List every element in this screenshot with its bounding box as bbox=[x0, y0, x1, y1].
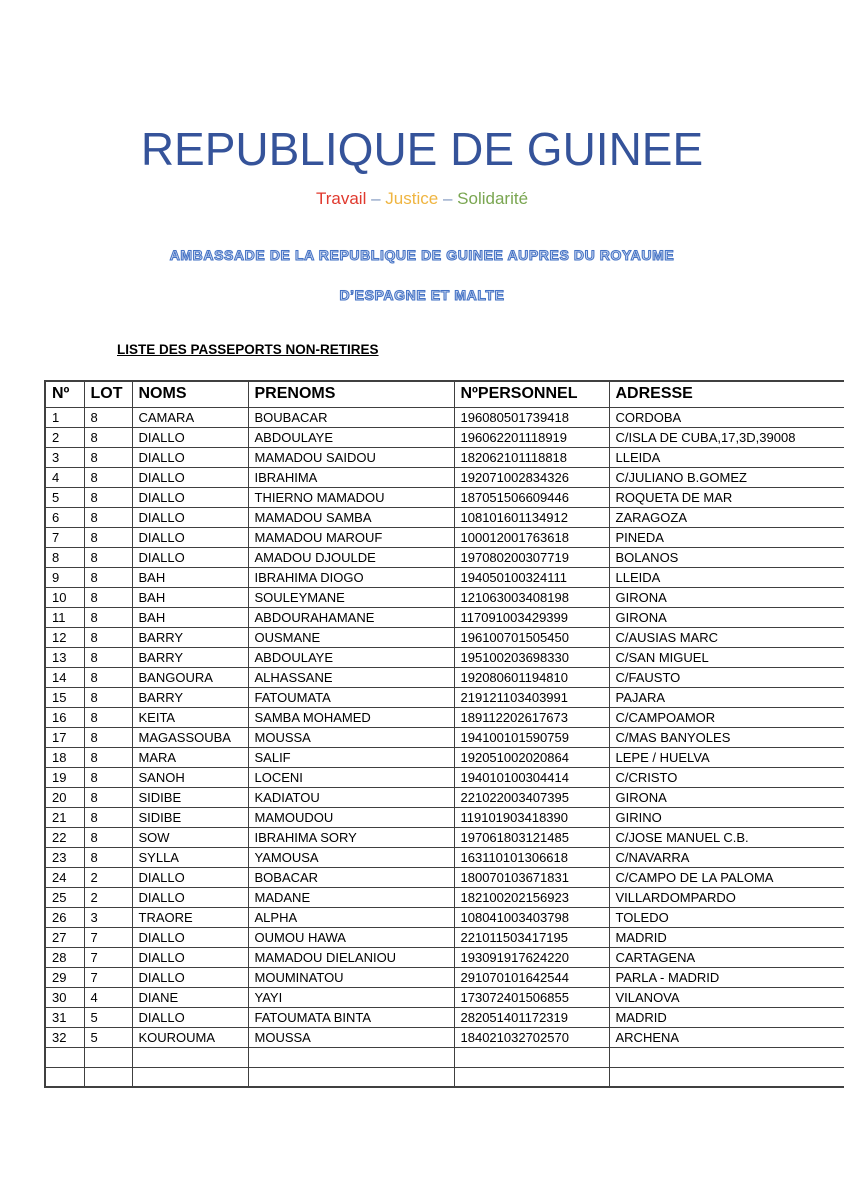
table-row bbox=[45, 647, 844, 667]
table-cell: 3 bbox=[45, 447, 84, 467]
table-cell: YAMOUSA bbox=[248, 847, 454, 867]
table-cell: 8 bbox=[84, 727, 132, 747]
table-cell: DIALLO bbox=[132, 507, 248, 527]
table-cell: 8 bbox=[84, 767, 132, 787]
table-cell: GIRONA bbox=[609, 787, 844, 807]
table-row bbox=[45, 467, 844, 487]
table-cell: 173072401506855 bbox=[454, 987, 609, 1007]
passport-table bbox=[44, 380, 844, 1088]
list-heading: LISTE DES PASSEPORTS NON-RETIRES bbox=[117, 342, 379, 357]
table-cell: 8 bbox=[84, 587, 132, 607]
table-cell: 12 bbox=[45, 627, 84, 647]
table-cell: LOCENI bbox=[248, 767, 454, 787]
table-cell bbox=[132, 1047, 248, 1067]
table-cell: BARRY bbox=[132, 687, 248, 707]
table-cell bbox=[609, 1067, 844, 1087]
table-cell: 8 bbox=[84, 667, 132, 687]
motto-justice: Justice bbox=[385, 189, 439, 208]
header-cell-personnel: NºPERSONNEL bbox=[454, 381, 609, 407]
table-row bbox=[45, 847, 844, 867]
table-cell: MADRID bbox=[609, 1007, 844, 1027]
table-cell bbox=[454, 1067, 609, 1087]
table-cell: KOUROUMA bbox=[132, 1027, 248, 1047]
table-cell: 121063003408198 bbox=[454, 587, 609, 607]
table-cell: BAH bbox=[132, 607, 248, 627]
table-cell: 5 bbox=[84, 1007, 132, 1027]
embassy-heading bbox=[0, 247, 844, 303]
table-cell: 194050100324111 bbox=[454, 567, 609, 587]
table-cell: 196062201118919 bbox=[454, 427, 609, 447]
table-cell: 182100202156923 bbox=[454, 887, 609, 907]
table-cell: CARTAGENA bbox=[609, 947, 844, 967]
table-cell: ABDOULAYE bbox=[248, 647, 454, 667]
table-cell: 8 bbox=[84, 507, 132, 527]
table-cell: DIALLO bbox=[132, 1007, 248, 1027]
table-cell: 219121103403991 bbox=[454, 687, 609, 707]
table-row bbox=[45, 1067, 844, 1087]
table-cell: MAMADOU SAMBA bbox=[248, 507, 454, 527]
table-cell: DIALLO bbox=[132, 547, 248, 567]
table-cell: 3 bbox=[84, 907, 132, 927]
table-cell: 8 bbox=[84, 447, 132, 467]
motto-dash-2: – bbox=[442, 189, 453, 208]
table-cell: 117091003429399 bbox=[454, 607, 609, 627]
table-cell: 192080601194810 bbox=[454, 667, 609, 687]
motto-dash-1: – bbox=[371, 189, 381, 208]
table-cell: 2 bbox=[84, 887, 132, 907]
table-row bbox=[45, 867, 844, 887]
table-cell: C/NAVARRA bbox=[609, 847, 844, 867]
table-cell: MOUMINATOU bbox=[248, 967, 454, 987]
table-cell: SYLLA bbox=[132, 847, 248, 867]
table-cell: LLEIDA bbox=[609, 567, 844, 587]
table-cell: 1 bbox=[45, 407, 84, 427]
table-row bbox=[45, 947, 844, 967]
table-cell: 194100101590759 bbox=[454, 727, 609, 747]
table-cell: C/MAS BANYOLES bbox=[609, 727, 844, 747]
header-cell-lot: LOT bbox=[84, 381, 132, 407]
table-cell: 119101903418390 bbox=[454, 807, 609, 827]
table-cell: SOULEYMANE bbox=[248, 587, 454, 607]
table-cell: 5 bbox=[84, 1027, 132, 1047]
table-cell: 8 bbox=[84, 467, 132, 487]
table-cell: IBRAHIMA DIOGO bbox=[248, 567, 454, 587]
table-cell: BOUBACAR bbox=[248, 407, 454, 427]
table-cell: FATOUMATA bbox=[248, 687, 454, 707]
table-cell: 31 bbox=[45, 1007, 84, 1027]
table-cell: PINEDA bbox=[609, 527, 844, 547]
table-cell bbox=[84, 1067, 132, 1087]
table-cell: 180070103671831 bbox=[454, 867, 609, 887]
table-row bbox=[45, 507, 844, 527]
table-cell bbox=[609, 1047, 844, 1067]
table-cell: LLEIDA bbox=[609, 447, 844, 467]
table-cell: 194010100304414 bbox=[454, 767, 609, 787]
table-cell: GIRONA bbox=[609, 587, 844, 607]
table-cell: OUMOU HAWA bbox=[248, 927, 454, 947]
table-cell: MAMADOU DIELANIOU bbox=[248, 947, 454, 967]
table-cell: DIANE bbox=[132, 987, 248, 1007]
table-cell: 25 bbox=[45, 887, 84, 907]
table-cell: MADANE bbox=[248, 887, 454, 907]
table-cell bbox=[248, 1067, 454, 1087]
table-cell: 7 bbox=[84, 967, 132, 987]
table-cell: BAH bbox=[132, 587, 248, 607]
table-cell: 2 bbox=[45, 427, 84, 447]
table-cell: 163110101306618 bbox=[454, 847, 609, 867]
table-row bbox=[45, 1007, 844, 1027]
table-cell: BOLANOS bbox=[609, 547, 844, 567]
table-cell: 8 bbox=[84, 807, 132, 827]
table-cell: 21 bbox=[45, 807, 84, 827]
table-row bbox=[45, 567, 844, 587]
table-cell: C/JULIANO B.GOMEZ bbox=[609, 467, 844, 487]
table-cell: PARLA - MADRID bbox=[609, 967, 844, 987]
table-cell: DIALLO bbox=[132, 927, 248, 947]
table-cell: FATOUMATA BINTA bbox=[248, 1007, 454, 1027]
table-cell: 20 bbox=[45, 787, 84, 807]
table-cell: 192071002834326 bbox=[454, 467, 609, 487]
table-body bbox=[45, 407, 844, 1087]
table-cell: MAMOUDOU bbox=[248, 807, 454, 827]
table-cell: 8 bbox=[45, 547, 84, 567]
table-cell: 221011503417195 bbox=[454, 927, 609, 947]
table-cell: 4 bbox=[45, 467, 84, 487]
table-cell: C/FAUSTO bbox=[609, 667, 844, 687]
table-row bbox=[45, 887, 844, 907]
table-cell: LEPE / HUELVA bbox=[609, 747, 844, 767]
table-cell bbox=[132, 1067, 248, 1087]
table-cell: 10 bbox=[45, 587, 84, 607]
table-cell: SALIF bbox=[248, 747, 454, 767]
table-cell: C/AUSIAS MARC bbox=[609, 627, 844, 647]
table-cell: DIALLO bbox=[132, 947, 248, 967]
table-cell: 29 bbox=[45, 967, 84, 987]
table-cell: 8 bbox=[84, 647, 132, 667]
table-row bbox=[45, 987, 844, 1007]
table-cell: 282051401172319 bbox=[454, 1007, 609, 1027]
table-cell bbox=[45, 1067, 84, 1087]
table-cell: 100012001763618 bbox=[454, 527, 609, 547]
table-cell: ZARAGOZA bbox=[609, 507, 844, 527]
table-cell: 291070101642544 bbox=[454, 967, 609, 987]
table-cell: KADIATOU bbox=[248, 787, 454, 807]
header-cell-prenoms: PRENOMS bbox=[248, 381, 454, 407]
table-cell: 8 bbox=[84, 847, 132, 867]
table-cell: SAMBA MOHAMED bbox=[248, 707, 454, 727]
table-cell: 197061803121485 bbox=[454, 827, 609, 847]
table-cell: 192051002020864 bbox=[454, 747, 609, 767]
table-cell: 15 bbox=[45, 687, 84, 707]
table-cell: SOW bbox=[132, 827, 248, 847]
table-cell: SIDIBE bbox=[132, 787, 248, 807]
table-cell: 8 bbox=[84, 747, 132, 767]
table-cell: 7 bbox=[84, 947, 132, 967]
table-cell: SIDIBE bbox=[132, 807, 248, 827]
table-cell: MAMADOU SAIDOU bbox=[248, 447, 454, 467]
table-cell: MAGASSOUBA bbox=[132, 727, 248, 747]
table-cell: DIALLO bbox=[132, 867, 248, 887]
table-cell: 8 bbox=[84, 787, 132, 807]
table-row bbox=[45, 827, 844, 847]
table-row bbox=[45, 727, 844, 747]
table-row bbox=[45, 787, 844, 807]
table-cell: 8 bbox=[84, 687, 132, 707]
table-cell: PAJARA bbox=[609, 687, 844, 707]
table-header bbox=[45, 381, 844, 407]
table-cell: 24 bbox=[45, 867, 84, 887]
table-cell: IBRAHIMA bbox=[248, 467, 454, 487]
table-cell: 182062101118818 bbox=[454, 447, 609, 467]
table-cell: 8 bbox=[84, 827, 132, 847]
table-cell: DIALLO bbox=[132, 427, 248, 447]
table-cell: MADRID bbox=[609, 927, 844, 947]
table-cell: MARA bbox=[132, 747, 248, 767]
table-row bbox=[45, 527, 844, 547]
table-cell: 197080200307719 bbox=[454, 547, 609, 567]
table-cell: DIALLO bbox=[132, 447, 248, 467]
table-row bbox=[45, 587, 844, 607]
table-cell: 5 bbox=[45, 487, 84, 507]
table-cell: 23 bbox=[45, 847, 84, 867]
embassy-heading-line-1: AMBASSADE DE LA REPUBLIQUE DE GUINEE AUPRES DU ROYAUME bbox=[169, 247, 675, 263]
table-header-row bbox=[45, 381, 844, 407]
table-cell: 108041003403798 bbox=[454, 907, 609, 927]
table-cell: 2 bbox=[84, 867, 132, 887]
table-cell: MOUSSA bbox=[248, 727, 454, 747]
table-row bbox=[45, 487, 844, 507]
table-cell bbox=[45, 1047, 84, 1067]
table-cell: KEITA bbox=[132, 707, 248, 727]
table-cell: 8 bbox=[84, 527, 132, 547]
table-cell: 9 bbox=[45, 567, 84, 587]
table-row bbox=[45, 807, 844, 827]
table-row bbox=[45, 907, 844, 927]
table-cell bbox=[84, 1047, 132, 1067]
table-cell: MAMADOU MAROUF bbox=[248, 527, 454, 547]
table-cell: 195100203698330 bbox=[454, 647, 609, 667]
table-cell: 193091917624220 bbox=[454, 947, 609, 967]
table-cell: 11 bbox=[45, 607, 84, 627]
header-cell-noms: NOMS bbox=[132, 381, 248, 407]
table-cell: ABDOURAHAMANE bbox=[248, 607, 454, 627]
table-cell: 7 bbox=[84, 927, 132, 947]
table-cell: ROQUETA DE MAR bbox=[609, 487, 844, 507]
table-row bbox=[45, 447, 844, 467]
table-cell: GIRINO bbox=[609, 807, 844, 827]
table-row bbox=[45, 767, 844, 787]
table-cell: C/JOSE MANUEL C.B. bbox=[609, 827, 844, 847]
table-cell: OUSMANE bbox=[248, 627, 454, 647]
table-cell: GIRONA bbox=[609, 607, 844, 627]
header-cell-no: Nº bbox=[45, 381, 84, 407]
table-row bbox=[45, 667, 844, 687]
table-cell: 22 bbox=[45, 827, 84, 847]
table-cell: 8 bbox=[84, 567, 132, 587]
table-cell: 8 bbox=[84, 607, 132, 627]
table-cell: 19 bbox=[45, 767, 84, 787]
table-cell: BAH bbox=[132, 567, 248, 587]
table-cell: DIALLO bbox=[132, 887, 248, 907]
table-cell: 28 bbox=[45, 947, 84, 967]
table-cell: CORDOBA bbox=[609, 407, 844, 427]
table-cell: BARRY bbox=[132, 647, 248, 667]
table-cell: 8 bbox=[84, 627, 132, 647]
table-row bbox=[45, 427, 844, 447]
table-cell: DIALLO bbox=[132, 487, 248, 507]
table-cell: 196100701505450 bbox=[454, 627, 609, 647]
table-cell: VILLARDOMPARDO bbox=[609, 887, 844, 907]
document-title: REPUBLIQUE DE GUINEE bbox=[140, 123, 704, 175]
table-cell: TRAORE bbox=[132, 907, 248, 927]
table-cell: AMADOU DJOULDE bbox=[248, 547, 454, 567]
embassy-heading-line-2: D’ESPAGNE ET MALTE bbox=[339, 287, 505, 303]
table-cell: 16 bbox=[45, 707, 84, 727]
table-cell: 8 bbox=[84, 707, 132, 727]
motto-solidarite: Solidarité bbox=[457, 189, 529, 208]
table-cell: ALHASSANE bbox=[248, 667, 454, 687]
table-row bbox=[45, 927, 844, 947]
table-cell: C/CAMPOAMOR bbox=[609, 707, 844, 727]
table-row bbox=[45, 967, 844, 987]
table-cell: C/ISLA DE CUBA,17,3D,39008 bbox=[609, 427, 844, 447]
table-cell: 7 bbox=[45, 527, 84, 547]
table-row bbox=[45, 547, 844, 567]
table-cell: C/SAN MIGUEL bbox=[609, 647, 844, 667]
table-cell: 8 bbox=[84, 547, 132, 567]
table-cell bbox=[454, 1047, 609, 1067]
table-row bbox=[45, 607, 844, 627]
table-row bbox=[45, 1027, 844, 1047]
table-row bbox=[45, 707, 844, 727]
table-cell: C/CAMPO DE LA PALOMA bbox=[609, 867, 844, 887]
table-cell: 18 bbox=[45, 747, 84, 767]
table-cell: ALPHA bbox=[248, 907, 454, 927]
table-row bbox=[45, 627, 844, 647]
motto-travail: Travail bbox=[315, 189, 367, 208]
table-cell: 187051506609446 bbox=[454, 487, 609, 507]
table-cell: BANGOURA bbox=[132, 667, 248, 687]
table-cell: 17 bbox=[45, 727, 84, 747]
table-cell: VILANOVA bbox=[609, 987, 844, 1007]
table-cell: TOLEDO bbox=[609, 907, 844, 927]
table-cell bbox=[248, 1047, 454, 1067]
table-cell: 221022003407395 bbox=[454, 787, 609, 807]
table-cell: 184021032702570 bbox=[454, 1027, 609, 1047]
table-cell: DIALLO bbox=[132, 967, 248, 987]
table-row bbox=[45, 687, 844, 707]
table-cell: DIALLO bbox=[132, 467, 248, 487]
table-cell: BARRY bbox=[132, 627, 248, 647]
table-cell: 108101601134912 bbox=[454, 507, 609, 527]
table-cell: 4 bbox=[84, 987, 132, 1007]
table-cell: 30 bbox=[45, 987, 84, 1007]
table-cell: 189112202617673 bbox=[454, 707, 609, 727]
table-row bbox=[45, 1047, 844, 1067]
table-cell: 32 bbox=[45, 1027, 84, 1047]
table-cell: ARCHENA bbox=[609, 1027, 844, 1047]
table-cell: 8 bbox=[84, 487, 132, 507]
table-cell: 8 bbox=[84, 407, 132, 427]
table-row bbox=[45, 747, 844, 767]
table-cell: MOUSSA bbox=[248, 1027, 454, 1047]
table-cell: DIALLO bbox=[132, 527, 248, 547]
table-cell: BOBACAR bbox=[248, 867, 454, 887]
table-cell: 8 bbox=[84, 427, 132, 447]
table-cell: 27 bbox=[45, 927, 84, 947]
table-cell: THIERNO MAMADOU bbox=[248, 487, 454, 507]
table-cell: YAYI bbox=[248, 987, 454, 1007]
table-cell: 14 bbox=[45, 667, 84, 687]
table-cell: C/CRISTO bbox=[609, 767, 844, 787]
table-cell: CAMARA bbox=[132, 407, 248, 427]
table-cell: 6 bbox=[45, 507, 84, 527]
table-cell: ABDOULAYE bbox=[248, 427, 454, 447]
table-cell: SANOH bbox=[132, 767, 248, 787]
national-motto bbox=[0, 189, 844, 209]
table-cell: 26 bbox=[45, 907, 84, 927]
header-cell-adresse: ADRESSE bbox=[609, 381, 844, 407]
table-cell: 13 bbox=[45, 647, 84, 667]
table-cell: IBRAHIMA SORY bbox=[248, 827, 454, 847]
table-row bbox=[45, 407, 844, 427]
table-cell: 196080501739418 bbox=[454, 407, 609, 427]
